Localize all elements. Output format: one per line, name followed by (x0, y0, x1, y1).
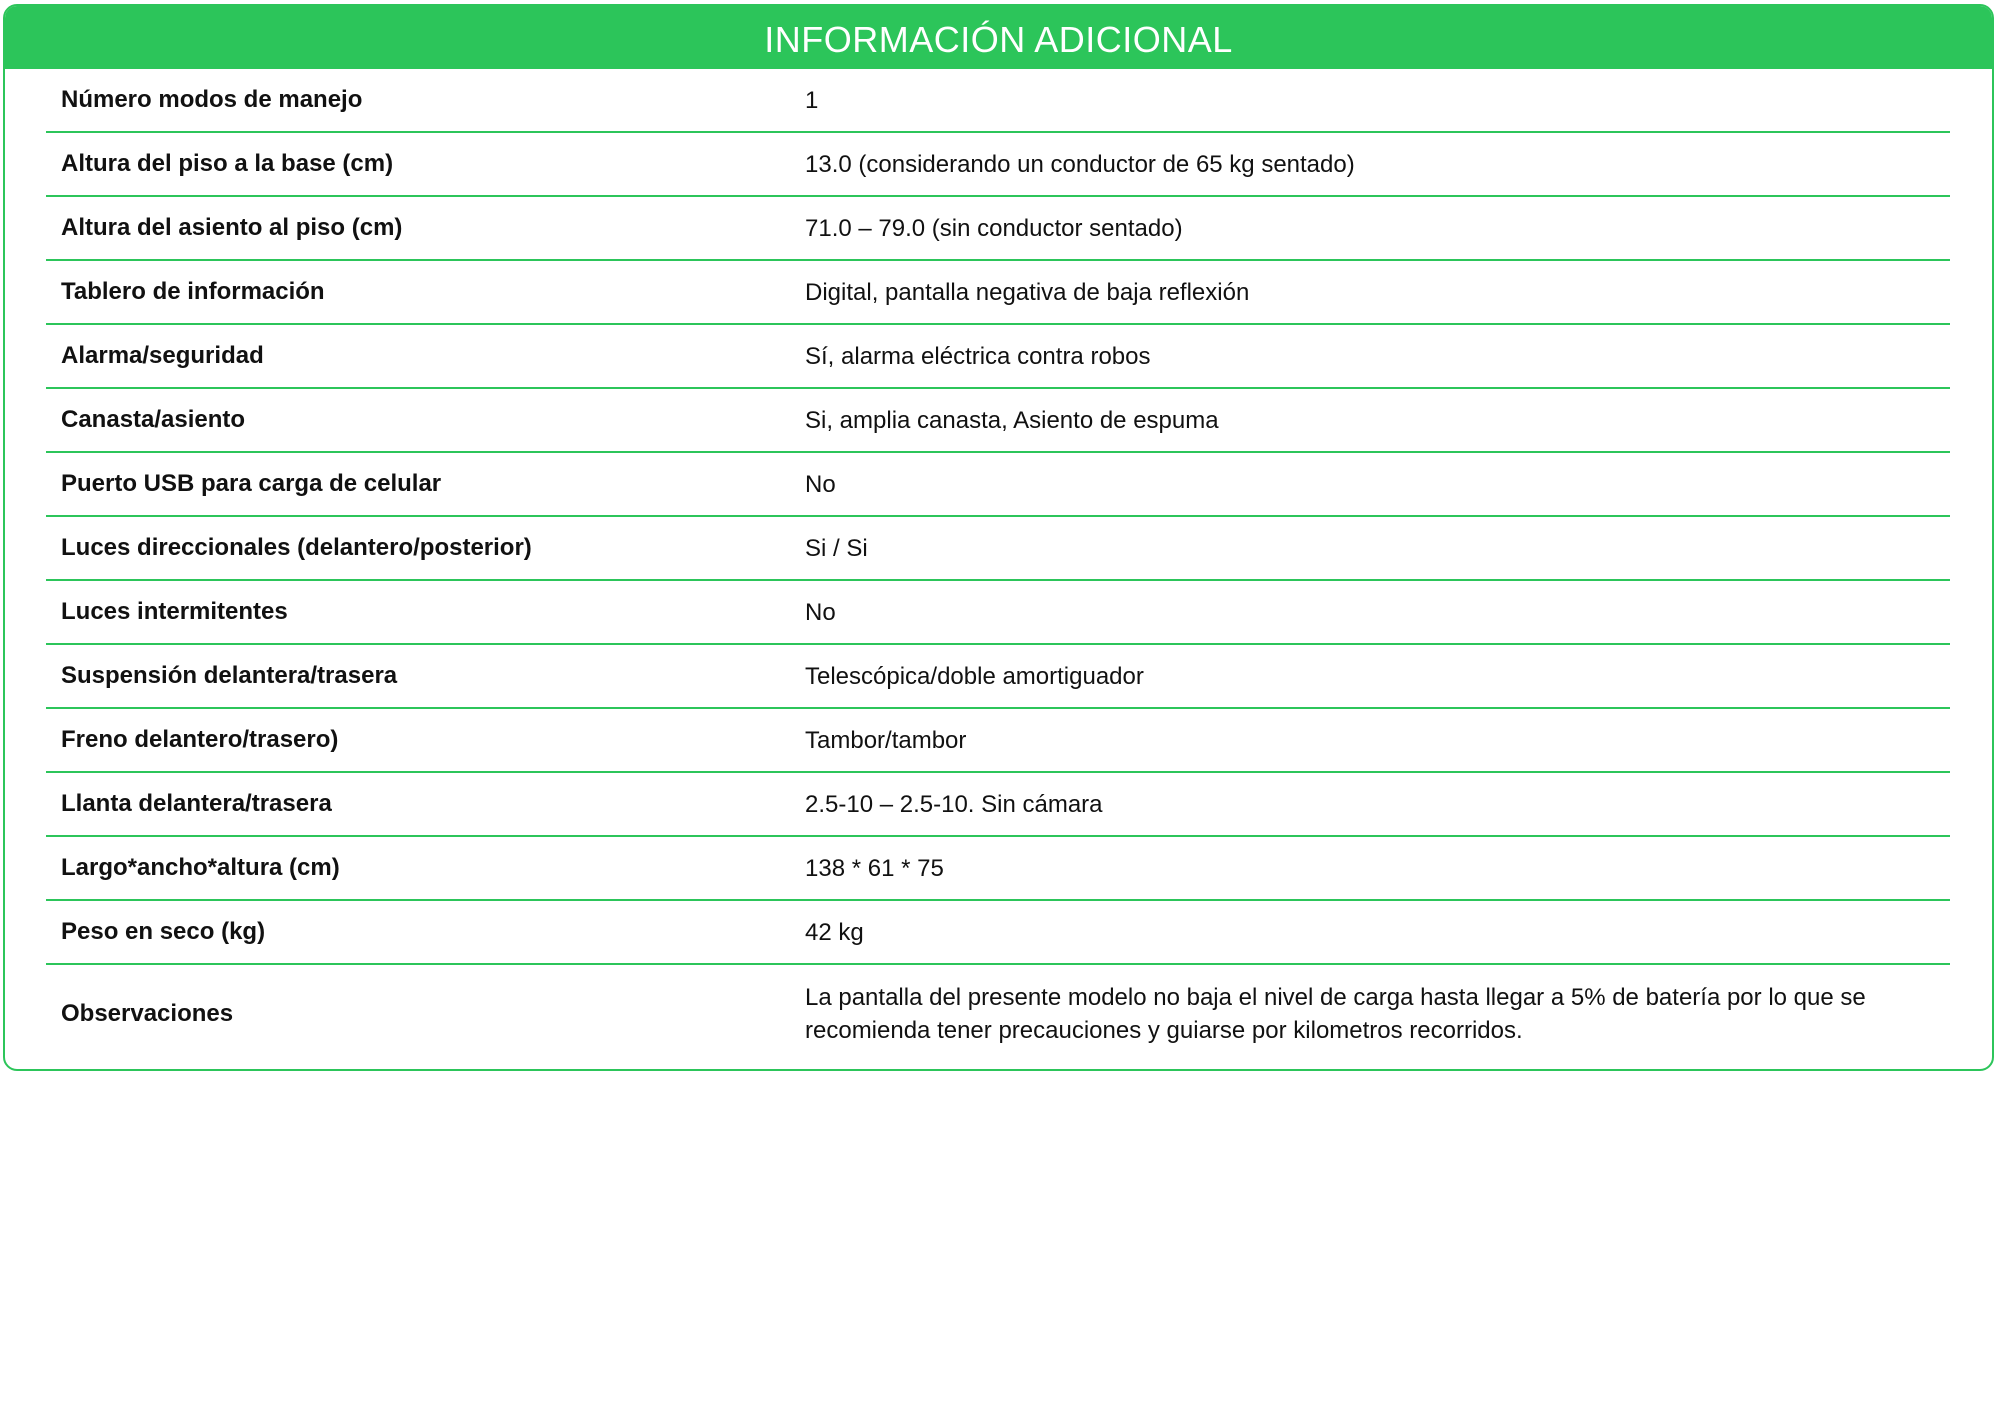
spec-label: Llanta delantera/trasera (61, 790, 332, 817)
table-row (46, 901, 1950, 965)
spec-value: Si / Si (805, 534, 868, 562)
spec-label: Luces intermitentes (61, 598, 288, 625)
spec-label: Observaciones (61, 1000, 234, 1027)
spec-label: Freno delantero/trasero) (61, 726, 339, 753)
spec-value: No (805, 470, 836, 498)
panel-header (5, 6, 1992, 69)
additional-info-panel (3, 4, 1994, 1071)
spec-label: Puerto USB para carga de celular (61, 470, 442, 497)
table-row (46, 581, 1950, 645)
spec-label: Tablero de información (61, 278, 325, 305)
spec-value: 138 * 61 * 75 (805, 854, 944, 882)
table-row (46, 709, 1950, 773)
table-row (46, 197, 1950, 261)
spec-value: Tambor/tambor (805, 726, 967, 754)
spec-value: No (805, 598, 836, 626)
spec-value: 2.5-10 – 2.5-10. Sin cámara (805, 790, 1103, 818)
spec-label: Número modos de manejo (61, 86, 363, 113)
table-row (46, 773, 1950, 837)
spec-label: Altura del asiento al piso (cm) (61, 214, 403, 241)
spec-label: Luces direccionales (delantero/posterior) (61, 534, 532, 561)
table-row (46, 965, 1950, 1063)
spec-label: Altura del piso a la base (cm) (61, 150, 394, 177)
spec-value: La pantalla del presente modelo no baja el nivel de carga hasta llegar a 5% de batería por lo que se recomienda tener precauciones y guiarse por kilometros recorridos. (805, 984, 1866, 1044)
spec-value: 42 kg (805, 918, 864, 946)
table-row (46, 453, 1950, 517)
table-row (46, 645, 1950, 709)
table-row (46, 69, 1950, 133)
spec-value: Digital, pantalla negativa de baja reflexión (805, 278, 1250, 306)
spec-table (46, 69, 1950, 1063)
table-row (46, 517, 1950, 581)
panel-title: INFORMACIÓN ADICIONAL (764, 18, 1233, 60)
spec-value: Telescópica/doble amortiguador (805, 662, 1144, 690)
spec-label: Peso en seco (kg) (61, 918, 266, 945)
spec-label: Alarma/seguridad (61, 342, 264, 369)
table-row (46, 389, 1950, 453)
spec-value: 13.0 (considerando un conductor de 65 kg sentado) (805, 150, 1355, 178)
spec-label: Largo*ancho*altura (cm) (61, 854, 340, 881)
spec-value: Si, amplia canasta, Asiento de espuma (805, 406, 1219, 434)
spec-value: 71.0 – 79.0 (sin conductor sentado) (805, 214, 1183, 242)
table-row (46, 837, 1950, 901)
table-row (46, 133, 1950, 197)
table-row (46, 325, 1950, 389)
spec-label: Canasta/asiento (61, 406, 246, 433)
spec-value: Sí, alarma eléctrica contra robos (805, 342, 1151, 370)
spec-label: Suspensión delantera/trasera (61, 662, 398, 689)
table-row (46, 261, 1950, 325)
spec-value: 1 (805, 86, 819, 114)
